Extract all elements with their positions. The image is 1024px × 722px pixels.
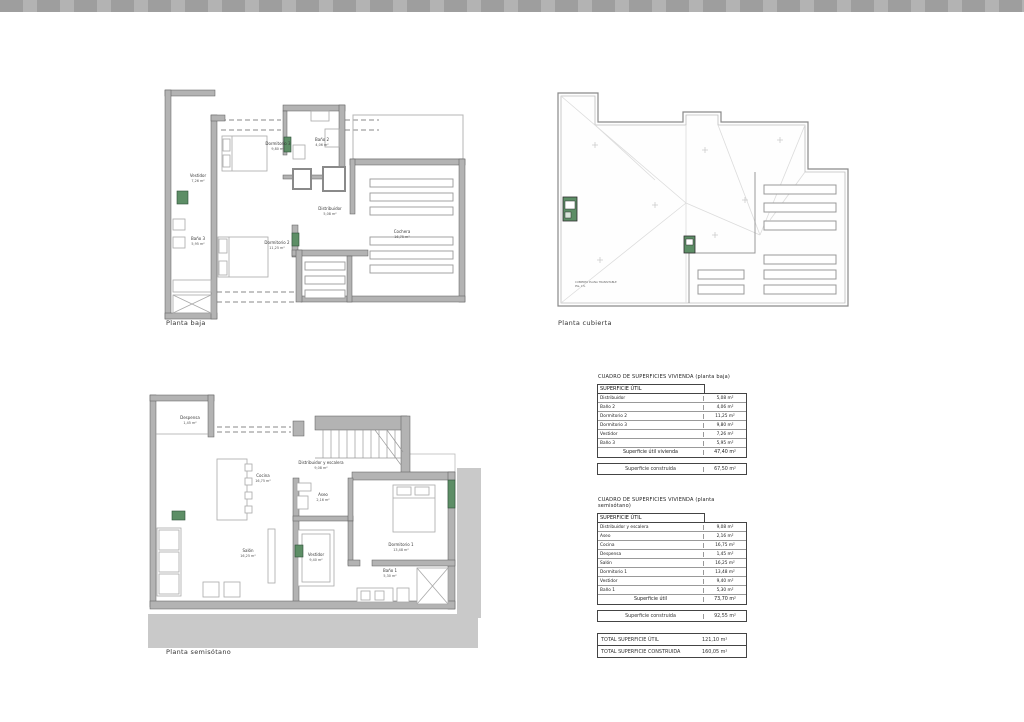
- room-label-dormitorio1: Dormitorio 1: [388, 542, 414, 547]
- room-label-cochera: Cochera: [393, 229, 411, 234]
- room-label-despensa: Despensa: [180, 415, 200, 420]
- walls-group: [165, 90, 465, 319]
- table-superficies-semisotano: [597, 522, 747, 605]
- total-row-util: [598, 634, 746, 646]
- room-area-distribuidor: 9,08 m²: [314, 466, 328, 470]
- subtotal-label: Superficie útil vivienda: [623, 450, 678, 455]
- construida-value: 67,50 m²: [703, 467, 746, 472]
- caption-planta-baja: Planta baja: [166, 319, 206, 327]
- room-area-bano2: 4,06 m²: [315, 143, 329, 147]
- room-area-aseo: 2,16 m²: [316, 498, 330, 502]
- patio-outline: [407, 454, 455, 472]
- total-label: TOTAL SUPERFICIE CONSTRUIDA: [601, 648, 681, 655]
- room-area-dormitorio1: 13,48 m²: [393, 548, 409, 552]
- total-value: 121,10 m²: [702, 636, 728, 643]
- deck-slats: [305, 179, 453, 298]
- room-area-cochera: 16,75 m²: [394, 235, 410, 239]
- roof-plan-planta-cubierta: [555, 85, 857, 317]
- table-row: [598, 523, 746, 532]
- row-label: Cocina: [600, 542, 615, 548]
- table-row: [598, 541, 746, 550]
- room-label-vestidor: Vestidor: [307, 552, 325, 557]
- construida-box-semisotano: [597, 610, 747, 622]
- room-label-salon: Salón: [242, 548, 254, 553]
- construida-label: Superficie construida: [625, 613, 676, 619]
- room-label-distribuidor: Distribuidor: [318, 206, 342, 211]
- room-label-vestidor: Vestidor: [189, 173, 207, 178]
- table-title-planta-baja: CUADRO DE SUPERFICIES VIVIENDA (planta baja): [598, 374, 731, 380]
- floor-plan-planta-baja: [165, 87, 465, 327]
- row-label: Despensa: [600, 551, 622, 557]
- drawing-sheet: [0, 12, 1024, 722]
- roof-note-line1: CUBIERTA PLANA TRANSITABLE: [575, 280, 617, 284]
- table-row: [598, 586, 746, 595]
- room-area-vestidor: 9,40 m²: [309, 558, 323, 562]
- construida-value: 92,55 m²: [703, 614, 746, 619]
- construida-box-baja: [597, 463, 747, 475]
- table-row: [598, 421, 746, 430]
- room-area-dormitorio2: 11,25 m²: [269, 246, 285, 250]
- room-area-cocina: 16,75 m²: [255, 479, 271, 483]
- total-value: 160,05 m²: [702, 648, 728, 655]
- room-label-bano2: Baño 2: [315, 137, 329, 142]
- table-row: [598, 577, 746, 586]
- total-row-construida: [598, 646, 746, 657]
- table-row: [598, 412, 746, 421]
- row-value: 9,40 m²: [703, 579, 746, 584]
- row-label: Distribuidor: [600, 395, 626, 401]
- room-label-cocina: Cocina: [256, 473, 270, 478]
- row-label: Dormitorio 3: [600, 422, 628, 428]
- table-row: [598, 394, 746, 403]
- row-label: Dormitorio 2: [600, 413, 628, 419]
- roof-note-line2: Pte. 1%: [575, 284, 586, 288]
- row-label: Baño 3: [600, 440, 616, 446]
- room-area-despensa: 1,45 m²: [183, 421, 197, 425]
- row-label: Baño 2: [600, 404, 616, 410]
- table-header-superficie-util-baja: SUPERFICIE ÚTIL: [597, 384, 705, 394]
- table-row: [598, 439, 746, 448]
- toolbar-strip: [0, 0, 1024, 12]
- table-row: [598, 532, 746, 541]
- room-label-bano3: Baño 3: [191, 236, 205, 241]
- table-row: [598, 568, 746, 577]
- subtotal-value: 73,70 m²: [703, 597, 746, 602]
- caption-planta-semisotano: Planta semisótano: [166, 648, 232, 656]
- room-label-distribuidor: Distribuidor y escalera: [298, 460, 344, 465]
- row-label: Vestidor: [600, 431, 618, 437]
- construida-label: Superficie construida: [625, 466, 676, 472]
- room-label-bano1: Baño 1: [383, 568, 397, 573]
- caption-planta-cubierta: Planta cubierta: [558, 319, 612, 327]
- floor-plan-planta-semisotano: [145, 390, 485, 652]
- table-row: [598, 403, 746, 412]
- pergola-dashed-lines: [217, 427, 291, 432]
- subtotal-label: Superficie útil: [633, 597, 668, 602]
- room-area-distribuidor: 5,08 m²: [323, 212, 337, 216]
- room-label-dormitorio2: Dormitorio 2: [264, 240, 290, 245]
- table-subtotal-row: [598, 595, 746, 604]
- row-label: Baño 1: [600, 587, 616, 593]
- table-row: [598, 550, 746, 559]
- room-area-salon: 16,25 m²: [240, 554, 256, 558]
- window-fixtures: [177, 137, 299, 246]
- table-subtotal-row: [598, 448, 746, 457]
- table-title-planta-semisotano: CUADRO DE SUPERFICIES VIVIENDA (planta semisótano): [598, 497, 715, 509]
- row-label: Distribuidor y escalera: [600, 524, 649, 530]
- subtotal-value: 47,40 m²: [703, 450, 746, 455]
- terrace-outline: [353, 115, 463, 159]
- row-value: 5,95 m²: [703, 441, 746, 446]
- room-label-dormitorio3: Dormitorio 3: [265, 141, 291, 146]
- row-label: Dormitorio 1: [600, 569, 628, 575]
- row-value: 4,06 m²: [703, 405, 746, 410]
- row-value: 16,25 m²: [703, 561, 746, 566]
- row-label: Vestidor: [600, 578, 618, 584]
- table-row: [598, 559, 746, 568]
- row-value: 16,75 m²: [703, 543, 746, 548]
- table-header-superficie-util-semisotano: SUPERFICIE ÚTIL: [597, 513, 705, 523]
- room-label-aseo: Aseo: [318, 492, 328, 497]
- table-superficies-baja: [597, 393, 747, 458]
- row-value: 9,80 m²: [703, 423, 746, 428]
- row-value: 5,08 m²: [703, 396, 746, 401]
- total-label: TOTAL SUPERFICIE ÚTIL: [601, 636, 659, 643]
- row-label: Salón: [600, 560, 612, 566]
- areas-panel: [597, 374, 747, 658]
- row-value: 5,30 m²: [703, 588, 746, 593]
- row-value: 1,45 m²: [703, 552, 746, 557]
- row-value: 2,16 m²: [703, 534, 746, 539]
- room-area-dormitorio3: 9,80 m²: [271, 147, 285, 151]
- room-area-bano1: 5,30 m²: [383, 574, 397, 578]
- row-value: 11,25 m²: [703, 414, 746, 419]
- totals-table: [597, 633, 747, 658]
- room-area-bano3: 5,95 m²: [191, 242, 205, 246]
- row-value: 13,48 m²: [703, 570, 746, 575]
- room-area-vestidor: 7,26 m²: [191, 179, 205, 183]
- row-value: 7,26 m²: [703, 432, 746, 437]
- row-value: 9,08 m²: [703, 525, 746, 530]
- table-row: [598, 430, 746, 439]
- row-label: Aseo: [600, 533, 611, 539]
